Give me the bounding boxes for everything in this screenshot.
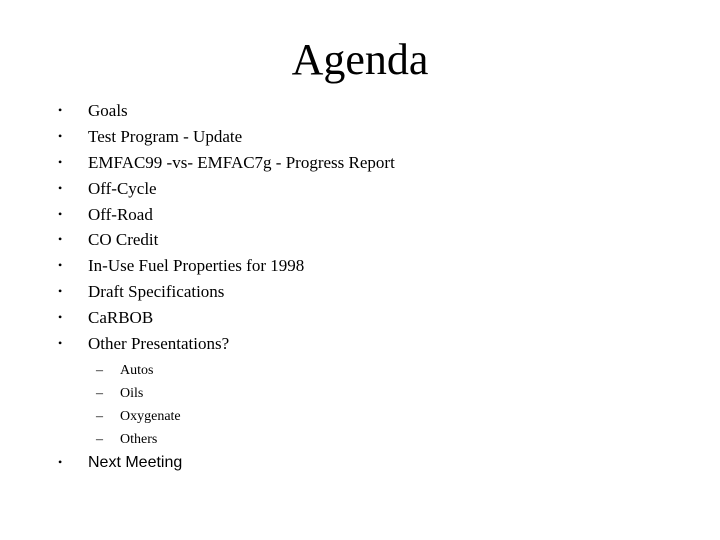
agenda-item-text: Goals [88,101,128,120]
agenda-item [0,305,720,331]
agenda-item-text: Draft Specifications [88,282,225,302]
dash-icon: – [96,362,103,378]
agenda-item [0,279,720,305]
sub-list-item [0,359,720,382]
dash-icon: – [96,431,103,447]
agenda-item-text: Test Program - Update [88,126,243,146]
sub-list-item-text: Oils [120,385,144,401]
bullet-icon: • [58,258,63,273]
sub-list-item-text: Oxygenate [120,408,181,424]
bullet-icon: • [58,180,63,195]
agenda-item-text: Off-Cycle [88,178,157,198]
agenda-item-text: Off-Road [88,204,153,224]
bullet-icon: • [58,336,63,351]
agenda-item-text: In-Use Fuel Properties for 1998 [88,256,305,276]
sub-list-item [0,405,720,428]
agenda-list [0,98,720,449]
agenda-item-text: Other Presentations? [88,334,230,354]
agenda-item [0,98,720,124]
agenda-item [0,331,720,357]
agenda-item [0,202,720,228]
sub-list-item-text: Autos [120,362,154,378]
bullet-icon: • [58,103,63,117]
slide-title: Agenda [291,35,429,84]
agenda-item [0,227,720,253]
sub-list [0,359,720,451]
agenda-item [0,124,720,150]
bullet-icon: • [58,284,63,299]
sub-list-item [0,428,720,451]
sub-list-item-text: Others [120,431,158,447]
bullet-icon: • [58,128,63,143]
sub-list-container [0,357,720,449]
agenda-item-next-meeting [0,450,720,475]
agenda-item-text: EMFAC99 -vs- EMFAC7g - Progress Report [88,152,395,172]
agenda-item-text: CaRBOB [88,308,154,328]
agenda-item-text: CO Credit [88,230,159,250]
dash-icon: – [96,385,103,401]
bullet-icon: • [58,232,63,247]
bullet-icon: • [58,154,63,169]
sub-list-item [0,382,720,405]
agenda-item [0,176,720,202]
agenda-item [0,150,720,176]
agenda-item-text: Next Meeting [88,454,183,471]
dash-icon: – [96,408,103,424]
bullet-icon: • [58,455,63,469]
bullet-icon: • [58,310,63,325]
agenda-item [0,253,720,279]
bullet-icon: • [58,206,63,221]
